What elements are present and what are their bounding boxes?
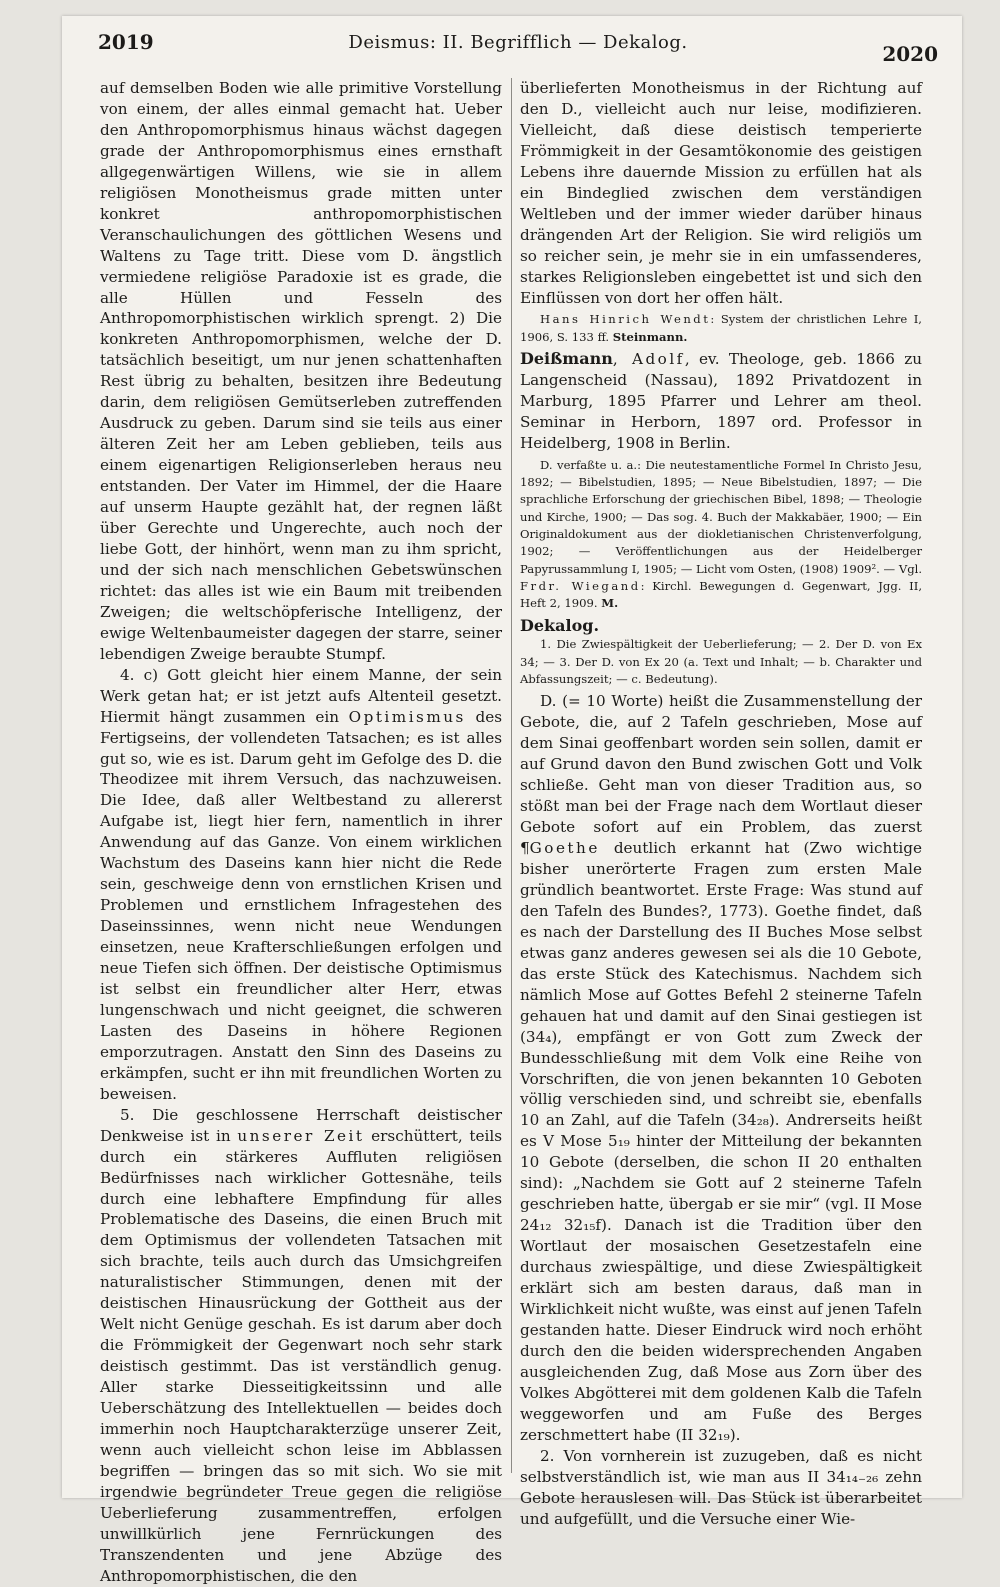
- running-title: Deismus: II. Begrifflich — Dekalog.: [348, 32, 688, 53]
- works-list: D. verfaßte u. a.: Die neutestamentliche Formel In Christo Jesu, 1892; — Bibelstudien, 1895; — Neue Bibelstudien, 1897; — Die sprachliche Erforschung der griechischen Bibel, 1898; — Theologie und Kirche, 1900; — Das sog. 4. Buch der Makkabäer, 1900; — Ein Originaldokument aus der diokletianischen Christenverfolgung, 1902; — Veröffentlichungen aus der Heidelberger Papyrussammlung I, 1905; — Licht vom Osten, (1908) 1909². — Vgl. Frdr. Wiegand: Kirchl. Bewegungen d. Gegenwart, Jgg. II, Heft 2, 1909. M.: [520, 457, 923, 611]
- page-number-right: 2020: [882, 42, 938, 66]
- literature-note: Hans Hinrich Wendt: System der christlichen Lehre I, 1906, S. 133 ff. Steinmann.: [520, 312, 922, 344]
- signature: M.: [601, 596, 619, 611]
- paragraph: überlieferten Monotheismus in der Richtung auf den D., vielleicht auch nur leise, modifizieren. Vielleicht, daß diese deistisch temperierte Frömmigkeit in der Gesamtökonomie des geistigen Lebens ihre dauernde Mission zu erfüllen hat als ein Bindeglied zwischen dem verständigen Weltleben und der immer wieder darüber hinaus drängenden Art der Religion. Sie wird religiös um so reicher sein, je mehr sie in ein umfassenderes, starkes Religionsleben eingebettet ist und sich den Einflüssen von dort her offen hält.: [520, 79, 922, 307]
- literature-author: Hans Hinrich Wendt: [540, 312, 711, 327]
- column-divider: [511, 78, 512, 1473]
- paragraph: auf demselben Boden wie alle primitive Vorstellung von einem, der alles einmal gemacht hat. Ueber den Anthropomorphismus hinaus wächst dagegen grade der Anthropomorphismus eines ernsthaft allgegenwärtigen Willens, wie sie in allem religiösen Monotheismus grade mitten unter konkret anthropomorphistischen Veranschaulichungen des göttlichen Wesens und Waltens zu Tage tritt. Diese vom D. ängstlich vermiedene religiöse Paradoxie ist es grade, die alle Hüllen und Fesseln des Anthropomorphistischen wirklich sprengt. 2) Die konkreten Anthropomorphismen, welche der D. tatsächlich beseitigt, um nur jenen schattenhaften Rest übrig zu behalten, besitzen ihre Bedeutung darin, dem religiösen Gemütserleben zutreffenden Ausdruck zu geben. Darum sind sie teils aus einer älteren Zeit her am Leben geblieben, teils aus einem eigenartigen Religionserleben heraus neu entstanden. Der Vater im Himmel, der die Haare auf unserm Haupte gezählt hat, der regnen läßt über Gerechte und Ungerechte, auch noch der liebe Gott, der hinhört, wenn man zu ihm spricht, und der sich nach menschlichen Gebetswünschen richtet: das alles ist wie ein Baum mit treibenden Zweigen; die weltschöpferische Intelligenz, der ewige Weltenbaumeister dagegen der starre, seiner lebendigen Zweige beraubte Stumpf.: [100, 79, 502, 663]
- works-author: Frdr. Wiegand: [520, 578, 641, 593]
- page-header: [98, 30, 938, 66]
- right-column: [520, 78, 923, 1528]
- spaced-emphasis: unserer Zeit: [237, 1126, 365, 1145]
- biography-entry: Deißmann, Adolf, ev. Theologe, geb. 1866 zu Langenscheid (Nassau), 1892 Privatdozent in Marburg, 1895 Pfarrer und Lehrer am theol. Seminar in Herborn, 1897 ord. Professor in Heidelberg, 1908 in Berlin.: [520, 349, 923, 452]
- spaced-emphasis: Optimismus: [348, 707, 466, 726]
- scanned-page: [62, 16, 962, 1585]
- left-column: [100, 78, 503, 1585]
- spaced-emphasis: Goethe: [529, 839, 600, 858]
- signature: Steinmann.: [612, 329, 688, 344]
- page-number-left: 2019: [98, 30, 154, 54]
- paragraph: D. (= 10 Worte) heißt die Zusammenstellung der Gebote, die, auf 2 Tafeln geschrieben, Mose auf dem Sinai geoffenbart worden sein sollen, damit er auf Grund davon den Bund zwischen Gott und Volk schließe. Geht man von dieser Tradition aus, so stößt man bei der Frage nach dem Wortlaut dieser Gebote sofort auf ein Problem, das zuerst ¶Goethe deutlich erkannt hat (Zwo wichtige bisher unerörterte Fragen zum ersten Male gründlich beantwortet. Erste Frage: Was stund auf den Tafeln des Bundes?, 1773). Goethe findet, daß es nach der Darstellung des II Buches Mose selbst etwas ganz anderes gewesen sei als die 10 Gebote, das erste Stück des Katechismus. Nachdem sich nämlich Mose auf Gottes Befehl 2 steinerne Tafeln gehauen hat und damit auf den Sinai gestiegen ist (34₄), empfängt er von Gott zum Zweck der Bundesschließung mit dem Volk eine Reihe von Vorschriften, die von jenen bekannten 10 Geboten völlig verschieden sind, und schreibt sie, ebenfalls 10 an Zahl, auf die Tafeln (34₂₈). Andrerseits heißt es V Mose 5₁₉ hinter der Mitteilung der bekannten 10 Gebote (derselben, die schon II 20 enthalten sind): „Nachdem sie Gott auf 2 steinerne Tafeln geschrieben hatte, übergab er sie mir“ (vgl. II Mose 24₁₂ 32₁₅f). Danach ist die Tradition über den Wortlaut der mosaischen Gesetzestafeln eine durchaus zwiespältige, und diese Zwiespältigkeit erklärt sich am besten daraus, daß man in Wirklichkeit nicht wußte, was einst auf jenen Tafeln gestanden hatte. Dieser Eindruck wird noch erhöht durch den die beiden widersprechenden Angaben ausgleichenden Zug, daß Mose aus Zorn über des Volkes Abgötterei mit dem goldenen Kalb die Tafeln weggeworfen und am Fuße des Berges zerschmettert habe (II 32₁₉).: [520, 692, 922, 1444]
- article-toc: 1. Die Zwiespältigkeit der Ueberlieferung; — 2. Der D. von Ex 34; — 3. Der D. von Ex 20 (a. Text und Inhalt; — b. Charakter und Abfassungszeit; — c. Bedeutung).: [520, 637, 922, 687]
- paragraph: 2. Von vornherein ist zuzugeben, daß es nicht selbstverständlich ist, wie man aus II 34₁₄₋₂₆ zehn Gebote herauslesen will. Das Stück ist überarbeitet und aufgefüllt, und die Versuche einer Wie-: [520, 1446, 922, 1528]
- paragraph: 4. c) Gott gleicht hier einem Manne, der sein Werk getan hat; er ist jetzt aufs Altenteil gesetzt. Hiermit hängt zusammen ein Optimismus des Fertigseins, der vollendeten Tatsachen; es ist alles gut so, wie es ist. Darum geht im Gefolge des D. die Theodizee mit ihrem Versuch, das nachzuweisen. Die Idee, daß aller Weltbestand zu allererst Aufgabe ist, liegt hier fern, namentlich in ihrer Anwendung auf das Ganze. Von einem wirklichen Wachstum des Daseins kann hier nicht die Rede sein, geschweige denn von ernstlichen Krisen und Problemen und ernstlichem Infragestehen des Daseinssinnes, wenn nicht neue Wendungen einsetzen, neue Krafterschließungen erfolgen und neue Tiefen sich öffnen. Der deistische Optimismus ist selbst ein freundlicher alter Herr, etwas lungenschwach und nicht geeignet, die schweren Lasten des Daseins in höhere Regionen emporzutragen. Anstatt den Sinn des Daseins zu erkämpfen, sucht er ihn mit freundlichen Worten zu beweisen.: [100, 665, 502, 1103]
- paragraph: 5. Die geschlossene Herrschaft deistischer Denkweise ist in unserer Zeit erschüttert, teils durch ein stärkeres Auffluten religiösen Bedürfnisses nach wirklicher Gottesnähe, teils durch eine lebhaftere Empfindung für alles Problematische des Daseins, die einen Bruch mit dem Optimismus der vollendeten Tatsachen mit sich brachte, teils auch durch das Umsichgreifen naturalistischer Stimmungen, denen mit der deistischen Hinausrückung der Gottheit aus der Welt nicht Genüge geschah. Es ist darum aber doch die Frömmigkeit der Gegenwart noch sehr stark deistisch gestimmt. Das ist verständlich genug. Aller starke Diesseitigkeitssinn und alle Ueberschätzung des Intellektuellen — beides doch immerhin noch Hauptcharakterzüge unserer Zeit, wenn auch vielleicht schon leise im Abblassen begriffen — bringen das so mit sich. Wo sie mit irgendwie begründeter Treue gegen die religiöse Ueberlieferung zusammentreffen, erfolgen unwillkürlich jene Fernrückungen des Transzendenten und jene Abzüge des Anthropomorphistischen, die den: [100, 1105, 503, 1585]
- entry-name: Deißmann: [520, 349, 613, 369]
- article-title: Dekalog.: [520, 615, 600, 635]
